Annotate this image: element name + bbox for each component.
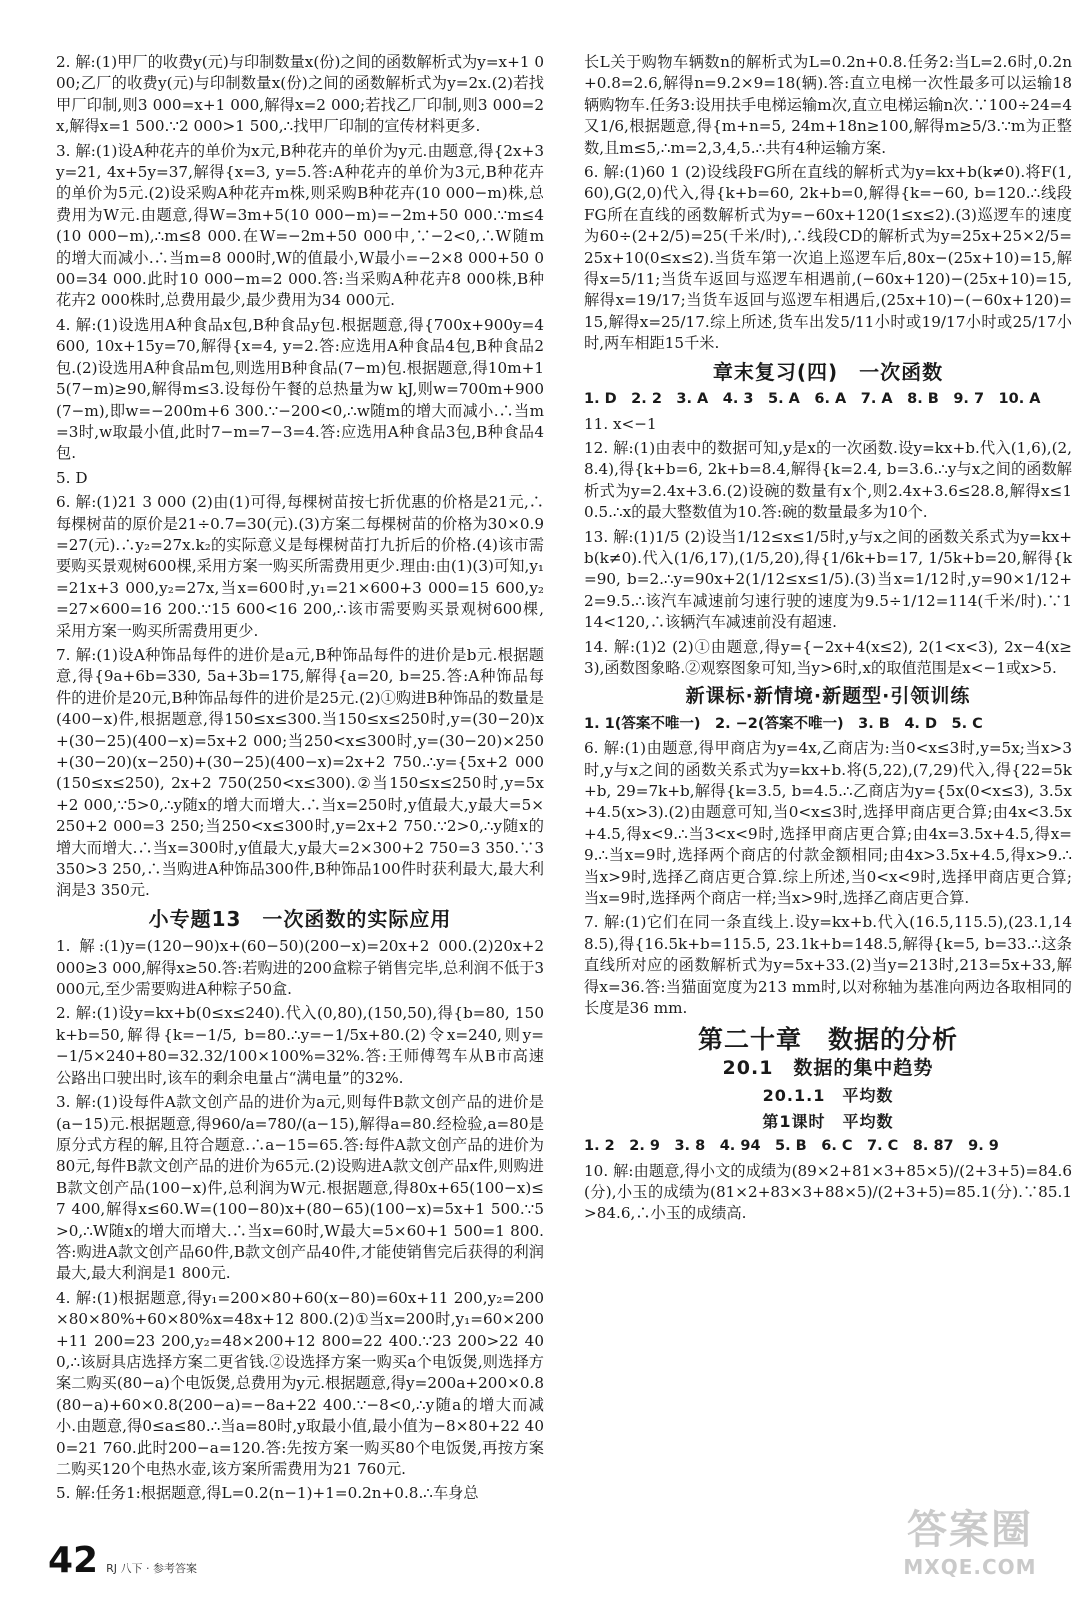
answer-paragraph: 长L关于购物车辆数n的解析式为L=0.2n+0.8.任务2:当L=2.6时,0.2n+0.8=2.6,解得n=9.2×9=18(辆).答:直立电梯一次性最多可以运输18辆购物车.任务3:设用扶手电梯运输m次,直立电梯运输n次.∵100÷24=4又1/6,根据题意,得{m+n=5, 24m+18n≥100,解得m≥5/3.∵m为正整数,且m≤5,∴m=2,3,4,5.∴共有4种运输方案. (584, 53, 1072, 157)
watermark (880, 1488, 1060, 1588)
right-column (584, 52, 1072, 1228)
subsection-title: 20.1 数据的集中趋势 (722, 1056, 934, 1079)
answer-paragraph: 1. 解:(1)y=(120−90)x+(60−50)(200−x)=20x+2 000.(2)20x+2 000≥3 000,解得x≥50.答:若购进的200盒粽子销售完毕,总利润不低于3 000元,至少需要购进A种粽子50盒. (56, 937, 544, 999)
answer-paragraph: 3. 解:(1)设A种花卉的单价为x元,B种花卉的单价为y元.由题意,得{2x+3y=21, 4x+5y=37,解得{x=3, y=5.答:A种花卉的单价为3元,B种花卉的单价为5元.(2)设采购A种花卉m株,则采购B种花卉(10 000−m)株,总费用为W元.由题意,得W=3m+5(10 000−m)=−2m+50 000.∵m≤4(10 000−m),∴m≤8 000.在W=−2m+50 000中,∵−2<0,∴W随m的增大而减小.∴当m=8 000时,W的值最小,W最小=−2×8 000+50 000=34 000.此时10 000−m=2 000.答:当采购A种花卉8 000株,B种花卉2 000株时,总费用最少,最少费用为34 000元. (56, 141, 544, 310)
answer-paragraph: 5. D (56, 468, 88, 487)
answer-paragraph: 6. 解:(1)由题意,得甲商店为y=4x,乙商店为:当0<x≤3时,y=5x;当x>3时,y与x之间的函数关系式为y=kx+b.将(5,22),(7,29)代入,得{22=5k+b, 29=7k+b,解得{k=3.5, b=4.5.∴乙商店为y={5x(0<x≤3), 3.5x+4.5(x>3).(2)由题意可知,当0<x≤3时,选择甲商店更合算;由4x<3.5x+4.5,得x<9.∴当3<x<9时,选择甲商店更合算;由4x=3.5x+4.5,得x=9.∴当x=9时,选择两个商店的付款金额相同;由4x>3.5x+4.5,得x>9.∴当x>9时,选择乙商店更合算.综上所述,当0<x<9时,选择甲商店更合算;当x=9时,选择两个商店一样;当x>9时,选择乙商店更合算. (584, 739, 1072, 908)
choice-answers: 1. 2 2. 9 3. 8 4. 94 5. B 6. C 7. C 8. 87 9. 9 (584, 1138, 999, 1155)
section-title: 章末复习(四) 一次函数 (712, 359, 944, 384)
section-title: 小专题13 一次函数的实际应用 (148, 906, 452, 931)
answer-paragraph: 6. 解:(1)60 1 (2)设线段FG所在直线的解析式为y=kx+b(k≠0).将F(1,60),G(2,0)代入,得{k+b=60, 2k+b=0,解得{k=−60, b=120.∴线段FG所在直线的函数解析式为y=−60x+120(1≤x≤2).(3)巡逻车的速度为60÷(2+2/5)=25(千米/时),∴线段CD的解析式为y=25x+25×2/5=25x+10(0≤x≤2).当货车第一次追上巡逻车后,80x−(25x+10)=15,解得x=5/11;当货车返回与巡逻车相遇前,(−60x+120)−(25x+10)=15,解得x=19/17;当货车返回与巡逻车相遇后,(25x+10)−(−60x+120)=15,解得x=25/17.综上所述,货车出发5/11小时或19/17小时或25/17小时,两车相距15千米. (584, 163, 1072, 353)
watermark-url: MXQE.COM (903, 1554, 1037, 1579)
choice-answers: 1. D 2. 2 3. A 4. 3 5. A 6. A 7. A 8. B 9. 7 10. A (584, 391, 1041, 408)
choice-answers: 1. 1(答案不唯一) 2. −2(答案不唯一) 3. B 4. D 5. C (584, 715, 983, 732)
answer-paragraph: 7. 解:(1)设A种饰品每件的进价是a元,B种饰品每件的进价是b元.根据题意,得{9a+6b=330, 5a+3b=175,解得{a=20, b=25.答:A种饰品每件的进价是20元,B种饰品每件的进价是25元.(2)①购进B种饰品的数量是(400−x)件,根据题意,得150≤x≤300.当150≤x≤250时,y=(30−20)x+(30−25)(400−x)=5x+2 000;当250<x≤300时,y=(30−20)×250+(30−20)(x−250)+(30−25)(400−x)=2x+2 750.∴y={5x+2 000(150≤x≤250), 2x+2 750(250<x≤300).②当150≤x≤250时,y=5x+2 000,∵5>0,∴y随x的增大而增大.∴当x=250时,y值最大,y最大=5×250+2 000=3 250;当250<x≤300时,y=2x+2 750.∵2>0,∴y随x的增大而增大.∴当x=300时,y值最大,y最大=2×300+2 750=3 350.∵3 350>3 250,∴当购进A种饰品300件,B种饰品100件时获利最大,最大利润是3 350元. (56, 645, 544, 900)
page-footer (48, 1540, 197, 1581)
answer-paragraph: 10. 解:由题意,得小文的成绩为(89×2+81×3+85×5)/(2+3+5)=84.6(分),小玉的成绩为(81×2+83×3+88×5)/(2+3+5)=85.1(分).∵85.1>84.6,∴小玉的成绩高. (584, 1161, 1072, 1223)
answer-paragraph: 2. 解:(1)甲厂的收费y(元)与印制数量x(份)之间的函数解析式为y=x+1 000;乙厂的收费y(元)与印制数量x(份)之间的函数解析式为y=2x.(2)若找甲厂印制,则3 000=x+1 000,解得x=2 000;若找乙厂印制,则3 000=2x,解得x=1 500.∵2 000>1 500,∴找甲厂印制的宣传材料更多. (56, 53, 544, 136)
page-number: 42 (48, 1540, 99, 1581)
answer-paragraph: 4. 解:(1)根据题意,得y₁=200×80+60(x−80)=60x+11 200,y₂=200×80×80%+60×80%x=48x+12 800.(2)①当x=200时,y₁=60×200+11 200=23 200,y₂=48×200+12 800=22 400.∵23 200>22 400,∴该厨具店选择方案二更省钱.②设选择方案一购买a个电饭煲,则选择方案二购买(80−a)个电饭煲,总费用为y元.根据题意,得y=200a+200×0.8(80−a)+60×0.8(200−a)=−8a+22 400.∵−8<0,∴y随a的增大而减小.由题意,得0≤a≤80.∴当a=80时,y取最小值,最小值为−8×80+22 400=21 760.此时200−a=120.答:先按方案一购买80个电饭煲,再按方案二购买120个电热水壶,该方案所需费用为21 760元. (56, 1288, 544, 1478)
footer-label: RJ 八下 · 参考答案 (106, 1562, 197, 1575)
subsection-title: 20.1.1 平均数 (762, 1086, 894, 1106)
watermark-logo: 答案圈 (907, 1506, 1033, 1553)
answer-paragraph: 14. 解:(1)2 (2)①由题意,得y={−2x+4(x≤2), 2(1<x<3), 2x−4(x≥3),函数图象略.②观察图象可知,当y>6时,x的取值范围是x<−1或x>5. (584, 637, 1072, 677)
lesson-title: 第1课时 平均数 (762, 1111, 894, 1131)
answer-paragraph: 6. 解:(1)21 3 000 (2)由(1)可得,每棵树苗按七折优惠的价格是21元,∴每棵树苗的原价是21÷0.7=30(元).(3)方案二每棵树苗的价格为30×0.9=27(元).∴y₂=27x.k₂的实际意义是每棵树苗打九折后的价格.(4)该市需要购买景观树600棵,采用方案一购买所需费用更少.理由:由(1)(3)可知,y₁=21x+3 000,y₂=27x,当x=600时,y₁=21×600+3 000=15 600,y₂=27×600=16 200.∵15 600<16 200,∴该市需要购买景观树600棵,采用方案一购买所需费用更少. (56, 493, 544, 640)
answer-paragraph: 11. x<−1 (584, 414, 657, 433)
answer-paragraph: 7. 解:(1)它们在同一条直线上.设y=kx+b.代入(16.5,115.5),(23.1,148.5),得{16.5k+b=115.5, 23.1k+b=148.5,解得{k=5, b=33.∴这条直线所对应的函数解析式为y=5x+33.(2)当y=213时,213=5x+33,解得x=36.答:当猫面宽度为213 mm时,以对称轴为基准向两边各取相同的长度是36 mm. (584, 913, 1072, 1018)
answer-paragraph: 3. 解:(1)设每件A款文创产品的进价为a元,则每件B款文创产品的进价是(a−15)元.根据题意,得960/a=780/(a−15),解得a=80.经检验,a=80是原分式方程的解,且符合题意.∴a−15=65.答:每件A款文创产品的进价为80元,每件B款文创产品的进价为65元.(2)设购进A款文创产品x件,则购进B款文创产品(100−x)件,总利润为W元.根据题意,得80x+65(100−x)≤7 400,解得x≤60.W=(100−80)x+(80−65)(100−x)=5x+1 500.∵5>0,∴W随x的增大而增大.∴当x=60时,W最大=5×60+1 500=1 800.答:购进A款文创产品60件,B款文创产品40件,才能使销售完后获得的利润最大,最大利润是1 800元. (56, 1093, 544, 1283)
answer-paragraph: 12. 解:(1)由表中的数据可知,y是x的一次函数.设y=kx+b.代入(1,6),(2,8.4),得{k+b=6, 2k+b=8.4,解得{k=2.4, b=3.6.∴y与x之间的函数解析式为y=2.4x+3.6.(2)设碗的数量有x个,则2.4x+3.6≤28.8,解得x≤10.5.∴x的最大整数值为10.答:碗的数量最多为10个. (584, 438, 1072, 522)
answer-paragraph: 4. 解:(1)设选用A种食品x包,B种食品y包.根据题意,得{700x+900y=4 600, 10x+15y=70,解得{x=4, y=2.答:应选用A种食品4包,B种食品2包.(2)设选用A种食品m包,则选用B种食品(7−m)包.根据题意,得10m+15(7−m)≥90,解得m≤3.设每份午餐的总热量为w kJ,则w=700m+900(7−m),即w=−200m+6 300.∵−200<0,∴w随m的增大而减小.∴当m=3时,w取最小值,此时7−m=7−3=4.答:应选用A种食品3包,B种食品4包. (56, 315, 544, 463)
answer-paragraph: 13. 解:(1)1/5 (2)设当1/12≤x≤1/5时,y与x之间的函数关系式为y=kx+b(k≠0).代入(1/6,17),(1/5,20),得{1/6k+b=17, 1/5k+b=20,解得{k=90, b=2.∴y=90x+2(1/12≤x≤1/5).(3)当x=1/12时,y=90×1/12+2=9.5.∴该汽车减速前匀速行驶的速度为9.5÷1/12=114(千米/时).∵114<120,∴该辆汽车减速前没有超速. (584, 527, 1072, 632)
chapter-title: 第二十章 数据的分析 (697, 1025, 958, 1055)
answer-paragraph: 5. 解:任务1:根据题意,得L=0.2(n−1)+1=0.2n+0.8.∴车身总 (56, 1484, 479, 1503)
section-title: 新课标·新情境·新题型·引领训练 (685, 685, 971, 708)
left-column (56, 52, 544, 1508)
answer-paragraph: 2. 解:(1)设y=kx+b(0≤x≤240).代入(0,80),(150,50),得{b=80, 150k+b=50,解得{k=−1/5, b=80.∴y=−1/5x+80.(2)令x=240,则y=−1/5×240+80=32.32/100×100%=32%.答:王师傅驾车从B市高速公路出口驶出时,该车的剩余电量占“满电量”的32%. (56, 1004, 544, 1087)
